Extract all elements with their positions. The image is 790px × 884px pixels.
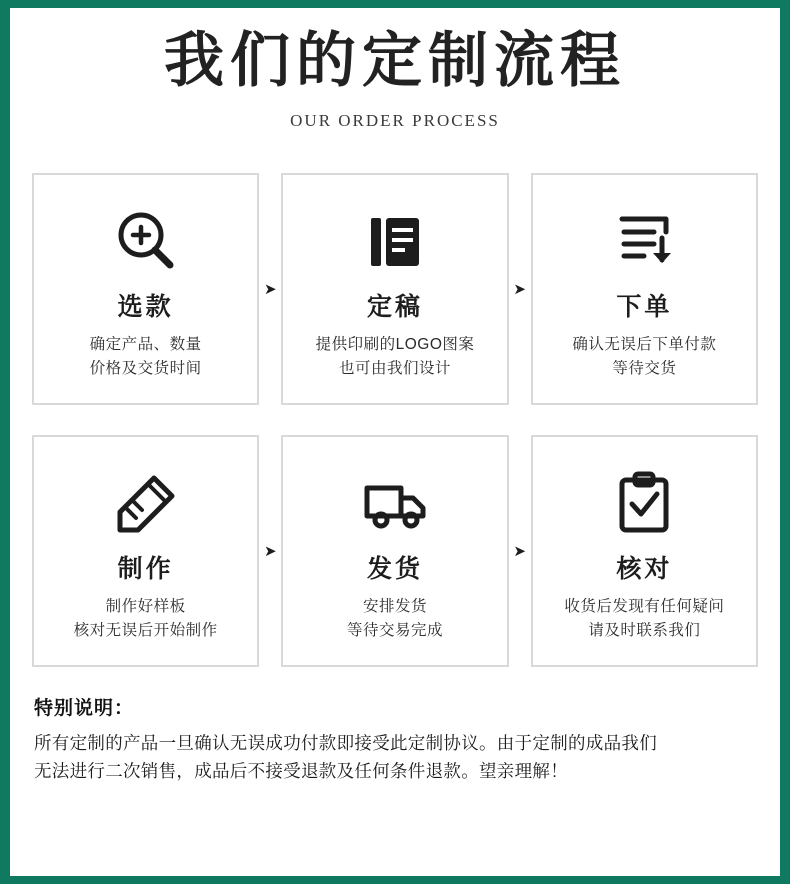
step-card-4[interactable] bbox=[32, 435, 259, 667]
clipboard-check-icon bbox=[608, 467, 680, 541]
step-title: 制作 bbox=[117, 555, 174, 583]
magnifier-plus-icon bbox=[110, 205, 182, 279]
process-row-1 bbox=[32, 173, 758, 405]
step-description bbox=[347, 595, 443, 643]
step-description-line: 请及时联系我们 bbox=[588, 622, 701, 640]
order-download-icon bbox=[608, 205, 680, 279]
step-description-line: 确认无误后下单付款 bbox=[572, 336, 717, 353]
step-description bbox=[90, 333, 202, 381]
step-description-line: 核对无误后开始制作 bbox=[73, 622, 218, 640]
special-note-line: 所有定制的产品一旦确认无误成功付款即接受此定制协议。由于定制的成品我们 bbox=[34, 733, 657, 753]
special-note-title: 特别说明： bbox=[34, 698, 135, 719]
step-description-line: 安排发货 bbox=[362, 598, 427, 615]
step-description-line: 也可由我们设计 bbox=[338, 360, 451, 378]
step-description bbox=[564, 595, 724, 643]
delivery-truck-icon bbox=[359, 467, 431, 541]
step-card-2[interactable] bbox=[281, 173, 508, 405]
arrow-icon: ➤ bbox=[264, 542, 277, 560]
process-grid bbox=[10, 173, 780, 667]
step-card-1[interactable] bbox=[32, 173, 259, 405]
step-description-line: 价格及交货时间 bbox=[89, 360, 202, 378]
page-header bbox=[10, 8, 780, 131]
arrow-icon: ➤ bbox=[513, 280, 526, 298]
document-pages-icon bbox=[359, 205, 431, 279]
step-title: 下单 bbox=[616, 293, 673, 321]
pencil-ruler-icon bbox=[110, 467, 182, 541]
arrow-icon: ➤ bbox=[513, 542, 526, 560]
step-description-line: 等待交易完成 bbox=[346, 622, 443, 640]
step-description bbox=[316, 333, 475, 381]
special-note-line: 无法进行二次销售，成品后不接受退款及任何条件退款。望亲理解！ bbox=[34, 761, 568, 781]
step-description-line: 等待交货 bbox=[612, 360, 677, 378]
special-note bbox=[10, 693, 780, 785]
step-card-3[interactable] bbox=[531, 173, 758, 405]
step-card-5[interactable] bbox=[281, 435, 508, 667]
page-title: 我们的定制流程 bbox=[164, 27, 626, 94]
step-title: 发货 bbox=[366, 555, 423, 583]
arrow-icon: ➤ bbox=[264, 280, 277, 298]
special-note-body bbox=[34, 729, 756, 785]
step-title: 选款 bbox=[117, 293, 174, 321]
step-description bbox=[572, 333, 716, 381]
process-row-2 bbox=[32, 435, 758, 667]
step-title: 核对 bbox=[616, 555, 673, 583]
step-description-line: 提供印刷的LOGO图案 bbox=[315, 336, 475, 353]
step-description-line: 确定产品、数量 bbox=[89, 336, 202, 353]
process-page bbox=[10, 8, 780, 876]
page-subtitle: OUR ORDER PROCESS bbox=[290, 111, 500, 130]
step-description-line: 收货后发现有任何疑问 bbox=[564, 598, 725, 615]
step-card-6[interactable] bbox=[531, 435, 758, 667]
step-description-line: 制作好样板 bbox=[105, 598, 186, 615]
step-title: 定稿 bbox=[366, 293, 423, 321]
step-description bbox=[74, 595, 218, 643]
